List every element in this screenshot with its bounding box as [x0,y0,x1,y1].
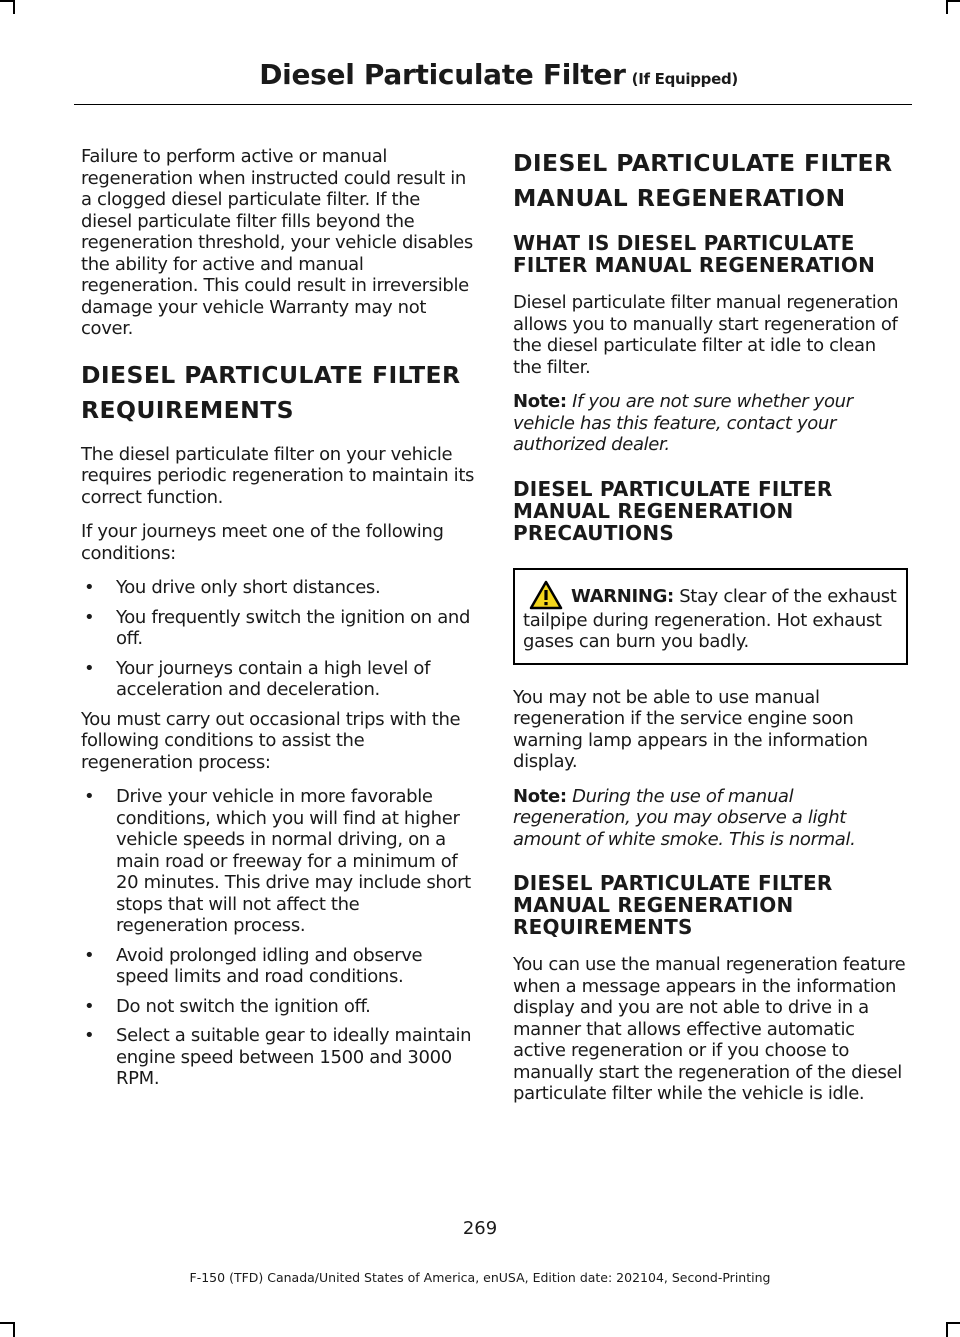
crop-mark [13,1322,15,1337]
header-title: Diesel Particulate Filter [259,58,626,91]
bullet: • [84,944,95,966]
list-item [81,1025,476,1090]
note [513,391,908,456]
paragraph: You can use the manual regeneration feature when a message appears in the information display and you are not able to drive in a manner that allows effective automatic active regeneration or if you choose to manually start the regeneration of the diesel particulate filter while the vehicle is idle. [513,954,906,1104]
list-item-text: Select a suitable gear to ideally maintain engine speed between 1500 and 3000 RPM. [116,1025,472,1089]
subheading-what-is: WHAT IS DIESEL PARTICULATE FILTER MANUAL REGENERATION [513,231,876,277]
header-subtitle: (If Equipped) [631,70,738,88]
list-item [81,658,476,701]
paragraph: You may not be able to use manual regeneration if the service engine soon warning lamp appears in the information display. [513,686,868,772]
list-item-text: You frequently switch the ignition on and off. [116,606,471,649]
note-text: If you are not sure whether your vehicle has this feature, contact your authorized dealer. [513,391,853,455]
list-item-text: Do not switch the ignition off. [116,995,371,1017]
page-number: 269 [462,1218,498,1239]
subheading-precautions: DIESEL PARTICULATE FILTER MANUAL REGENERATION PRECAUTIONS [513,476,833,545]
bullet: • [84,1025,95,1046]
list-item [81,577,476,599]
warning-text: Stay clear of the exhaust tailpipe during regeneration. Hot exhaust gases can burn you badly. [523,585,897,652]
paragraph: If your journeys meet one of the following conditions: [81,521,444,564]
list-item [81,945,476,988]
header-divider [74,104,912,105]
left-column [81,146,476,1098]
crop-mark [0,1322,13,1324]
paragraph: You must carry out occasional trips with the following conditions to assist the regeneration process: [81,708,461,773]
list-item [81,996,476,1018]
bullet: • [84,995,95,1017]
intro-paragraph: Failure to perform active or manual regeneration when instructed could result in a clogged diesel particulate filter. If the diesel particulate filter fills beyond the regeneration threshold, your vehicle disables the ability for active and manual regeneration. This could result in irreversible damage your vehicle Warranty may not cover. [81,146,473,339]
warning-triangle-icon [529,580,563,610]
crop-mark [946,1322,948,1337]
bullet: • [84,657,95,679]
list-item [81,607,476,650]
heading-line: REQUIREMENTS [81,395,294,424]
list-item-text: Your journeys contain a high level of acceleration and deceleration. [116,657,431,700]
bullet: • [84,786,95,807]
heading-line: MANUAL REGENERATION [513,184,846,212]
list-item [81,786,476,937]
paragraph: The diesel particulate filter on your vehicle requires periodic regeneration to maintain its correct function. [81,443,475,508]
right-column [513,146,908,1118]
crop-mark [946,0,948,14]
warning-box [513,568,908,665]
page-header [259,58,738,91]
bullet: • [84,606,95,628]
section-heading-manual-regeneration [513,146,908,216]
crop-mark [946,1322,960,1324]
bullet: • [84,577,95,598]
paragraph: Diesel particulate filter manual regeneration allows you to manually start regeneration of the diesel particulate filter at idle to clean the filter. [513,292,899,378]
list-item-text: Drive your vehicle in more favorable conditions, which you will find at higher vehicle speeds in normal driving, on a main road or freeway for a minimum of 20 minutes. This drive may include short stops that will not affect the regeneration process. [116,786,471,936]
heading-line: DIESEL PARTICULATE FILTER [81,360,461,389]
note-label: Note: [513,391,567,412]
subheading-requirements: DIESEL PARTICULATE FILTER MANUAL REGENERATION REQUIREMENTS [513,871,833,939]
heading-line: DIESEL PARTICULATE FILTER [513,149,893,177]
conditions-list [81,577,476,701]
section-heading-requirements [81,358,476,428]
crop-mark [946,0,960,2]
note [513,786,908,851]
note-text: During the use of manual regeneration, you may observe a light amount of white smoke. This is normal. [513,785,856,850]
warning-label: WARNING: [571,585,674,607]
crop-mark [13,0,15,14]
trip-conditions-list [81,786,476,1090]
list-item-text: You drive only short distances. [116,577,381,598]
list-item-text: Avoid prolonged idling and observe speed limits and road conditions. [116,944,423,987]
note-label: Note: [513,785,567,807]
crop-mark [0,0,13,2]
footer-edition: F-150 (TFD) Canada/United States of America, enUSA, Edition date: 202104, Second-Printing [189,1270,771,1285]
